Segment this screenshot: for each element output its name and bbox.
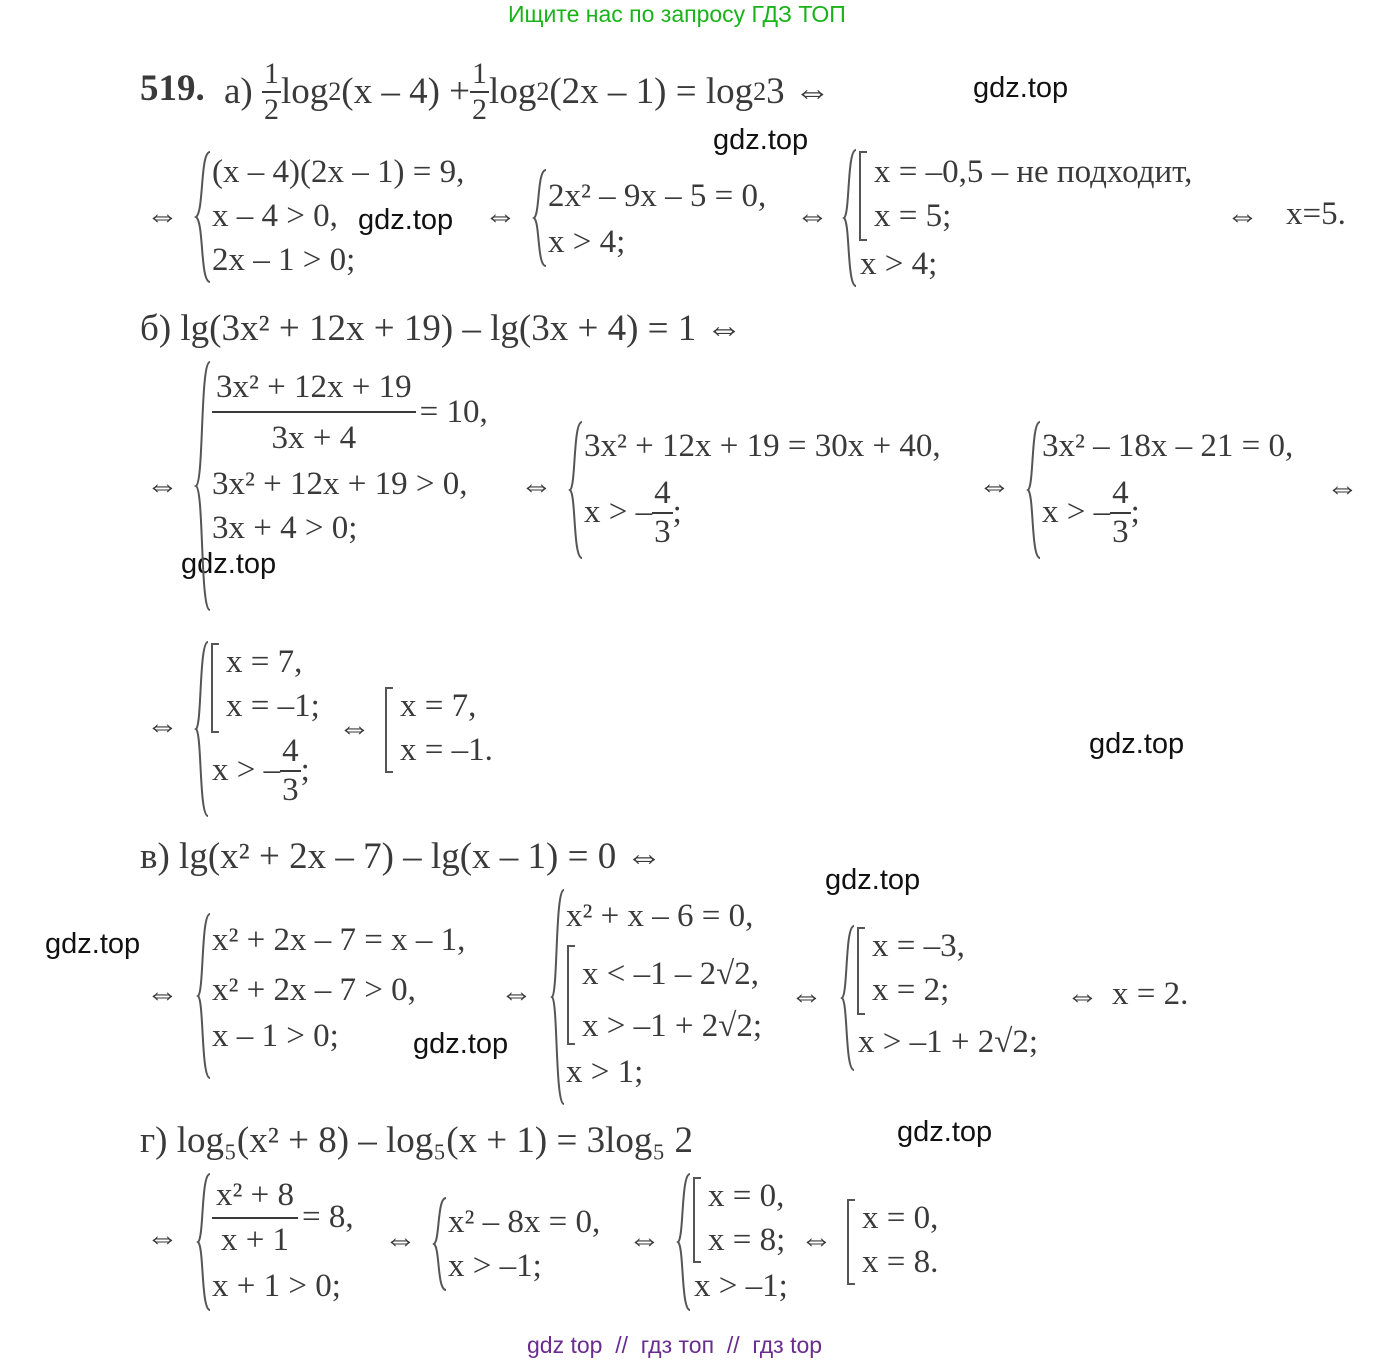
- system-line: x = –1;: [226, 688, 320, 724]
- system-line: x = –0,5 – не подходит,: [874, 154, 1193, 190]
- fraction-four-thirds: 4 3: [282, 733, 299, 808]
- equivalence-arrow: ⇔: [790, 978, 823, 1014]
- equivalence-arrow: ⇔: [146, 976, 179, 1012]
- system-brace: [194, 360, 214, 612]
- equivalence-arrow: ⇔: [520, 468, 553, 504]
- part-d-equation: г) log₅(x² + 8) – log₅(x + 1) = 3log₅ 2: [140, 1120, 694, 1161]
- fraction: $\frac{\text{x² + 8}}{x + 1}$: [212, 1178, 298, 1257]
- fraction-four-thirds: 4 3: [654, 475, 671, 550]
- search-banner[interactable]: Ищите нас по запросу ГДЗ ТОП: [508, 1, 846, 27]
- system-line: x + 1 > 0;: [212, 1268, 341, 1304]
- system-line: x > –1;: [694, 1268, 788, 1304]
- footer-link[interactable]: гдз top: [752, 1332, 823, 1358]
- system-line: x² + 2x – 7 = x – 1,: [212, 922, 466, 958]
- footer-links: [527, 1332, 822, 1359]
- system-fraction-line: $\frac{\text{3x² + 12x + 19}}{3x + 4}$ = 10,: [212, 370, 488, 455]
- system-line: x > –1 + 2√2;: [582, 1008, 763, 1044]
- equivalence-arrow: ⇔: [338, 710, 371, 746]
- problem-number-text: 519.: [140, 68, 205, 109]
- system-line: x = 2;: [872, 972, 950, 1008]
- system-line: 2x – 1 > 0;: [212, 242, 356, 278]
- set-bracket: [692, 1176, 702, 1264]
- system-line: x² + 2x – 7 > 0,: [212, 972, 416, 1008]
- system-line: x = –3,: [872, 928, 965, 964]
- answer: x = 2.: [1112, 976, 1189, 1012]
- problem-number: [140, 70, 205, 107]
- equivalence-arrow: ⇔: [978, 468, 1011, 504]
- set-bracket: [384, 686, 394, 774]
- equivalence-arrow: ⇔: [625, 836, 663, 877]
- equivalence-arrow: ⇔: [146, 1220, 179, 1256]
- equivalence-arrow: ⇔: [800, 1222, 833, 1258]
- system-brace: [194, 150, 214, 284]
- system-line: 3x² + 12x + 19 = 30x + 40,: [584, 428, 941, 464]
- system-line: x > –1;: [448, 1248, 542, 1284]
- system-line: x > 4;: [860, 246, 938, 282]
- system-line: x = 8.: [862, 1244, 939, 1280]
- system-line: x = 7,: [400, 688, 477, 724]
- part-a-equation: а) 1 2 log 2 (x – 4) + $\frac{1}{2}$ log 2 (2x – 1) = log 2 3 ⇔: [224, 57, 831, 126]
- system-line: x < –1 – 2√2,: [582, 956, 759, 992]
- system-line: x – 4 > 0,: [212, 198, 338, 234]
- system-fraction-line: $\frac{\text{x² + 8}}{x + 1}$ = 8,: [212, 1178, 354, 1257]
- equivalence-arrow: ⇔: [500, 976, 533, 1012]
- set-bracket: [210, 642, 220, 734]
- equivalence-arrow: ⇔: [793, 71, 831, 112]
- set-bracket: [858, 150, 868, 242]
- fraction-half: $\frac{1}{2}$: [472, 57, 488, 126]
- footer-link[interactable]: гдз топ: [640, 1332, 715, 1358]
- equivalence-arrow: ⇔: [384, 1222, 417, 1258]
- equivalence-arrow: ⇔: [796, 198, 829, 234]
- fraction-half: 1 2: [264, 57, 279, 126]
- system-line: 3x² + 12x + 19 > 0,: [212, 466, 468, 502]
- system-line: x = 5;: [874, 198, 952, 234]
- system-line: x > – 4 3 ;: [1042, 475, 1140, 550]
- set-bracket: [566, 944, 576, 1046]
- system-line: 3x + 4 > 0;: [212, 510, 358, 546]
- watermark: gdz.top: [181, 548, 277, 580]
- equivalence-arrow: ⇔: [1226, 198, 1259, 234]
- system-line: 2x² – 9x – 5 = 0,: [548, 178, 767, 214]
- equivalence-arrow: ⇔: [705, 308, 743, 349]
- system-line: x² – 8x = 0,: [448, 1204, 601, 1240]
- system-line: x = –1.: [400, 732, 493, 768]
- system-line: x = 7,: [226, 644, 303, 680]
- watermark: gdz.top: [1089, 728, 1185, 760]
- watermark: gdz.top: [973, 72, 1069, 104]
- footer-separator: //: [615, 1332, 629, 1358]
- equivalence-arrow: ⇔: [484, 198, 517, 234]
- footer-separator: //: [726, 1332, 740, 1358]
- equivalence-arrow: ⇔: [1326, 470, 1359, 506]
- watermark: gdz.top: [358, 204, 454, 236]
- system-line: x > – 4 3 ;: [584, 475, 682, 550]
- part-a-label: а): [224, 71, 253, 112]
- watermark: gdz.top: [413, 1028, 509, 1060]
- equivalence-arrow: ⇔: [1066, 978, 1099, 1014]
- part-b-equation: б) lg(3x² + 12x + 19) – lg(3x + 4) = 1 ⇔: [140, 308, 743, 349]
- watermark: gdz.top: [825, 864, 921, 896]
- set-bracket: [846, 1198, 856, 1286]
- equivalence-arrow: ⇔: [146, 198, 179, 234]
- system-line: x = 8;: [708, 1222, 786, 1258]
- watermark: gdz.top: [713, 124, 809, 156]
- equivalence-arrow: ⇔: [146, 468, 179, 504]
- system-line: x > –1 + 2√2;: [858, 1024, 1039, 1060]
- system-line: x > 1;: [566, 1054, 644, 1090]
- part-c-equation: в) lg(x² + 2x – 7) – lg(x – 1) = 0 ⇔: [140, 836, 663, 877]
- equivalence-arrow: ⇔: [146, 708, 179, 744]
- watermark: gdz.top: [45, 928, 141, 960]
- system-line: x > 4;: [548, 224, 626, 260]
- system-line: (x – 4)(2x – 1) = 9,: [212, 154, 465, 190]
- system-line: x² + x – 6 = 0,: [566, 898, 754, 934]
- system-line: 3x² – 18x – 21 = 0,: [1042, 428, 1294, 464]
- watermark: gdz.top: [897, 1116, 993, 1148]
- answer: x=5.: [1286, 196, 1346, 232]
- fraction: $\frac{\text{3x² + 12x + 19}}{3x + 4}$: [212, 370, 416, 455]
- set-bracket: [856, 926, 866, 1016]
- system-line: x = 0,: [708, 1178, 785, 1214]
- footer-link[interactable]: gdz top: [527, 1332, 603, 1358]
- system-line: x – 1 > 0;: [212, 1018, 339, 1054]
- fraction-four-thirds: 4 3: [1112, 475, 1129, 550]
- equivalence-arrow: ⇔: [628, 1222, 661, 1258]
- system-line: x > – 4 3 ;: [212, 733, 310, 808]
- system-line: x = 0,: [862, 1200, 939, 1236]
